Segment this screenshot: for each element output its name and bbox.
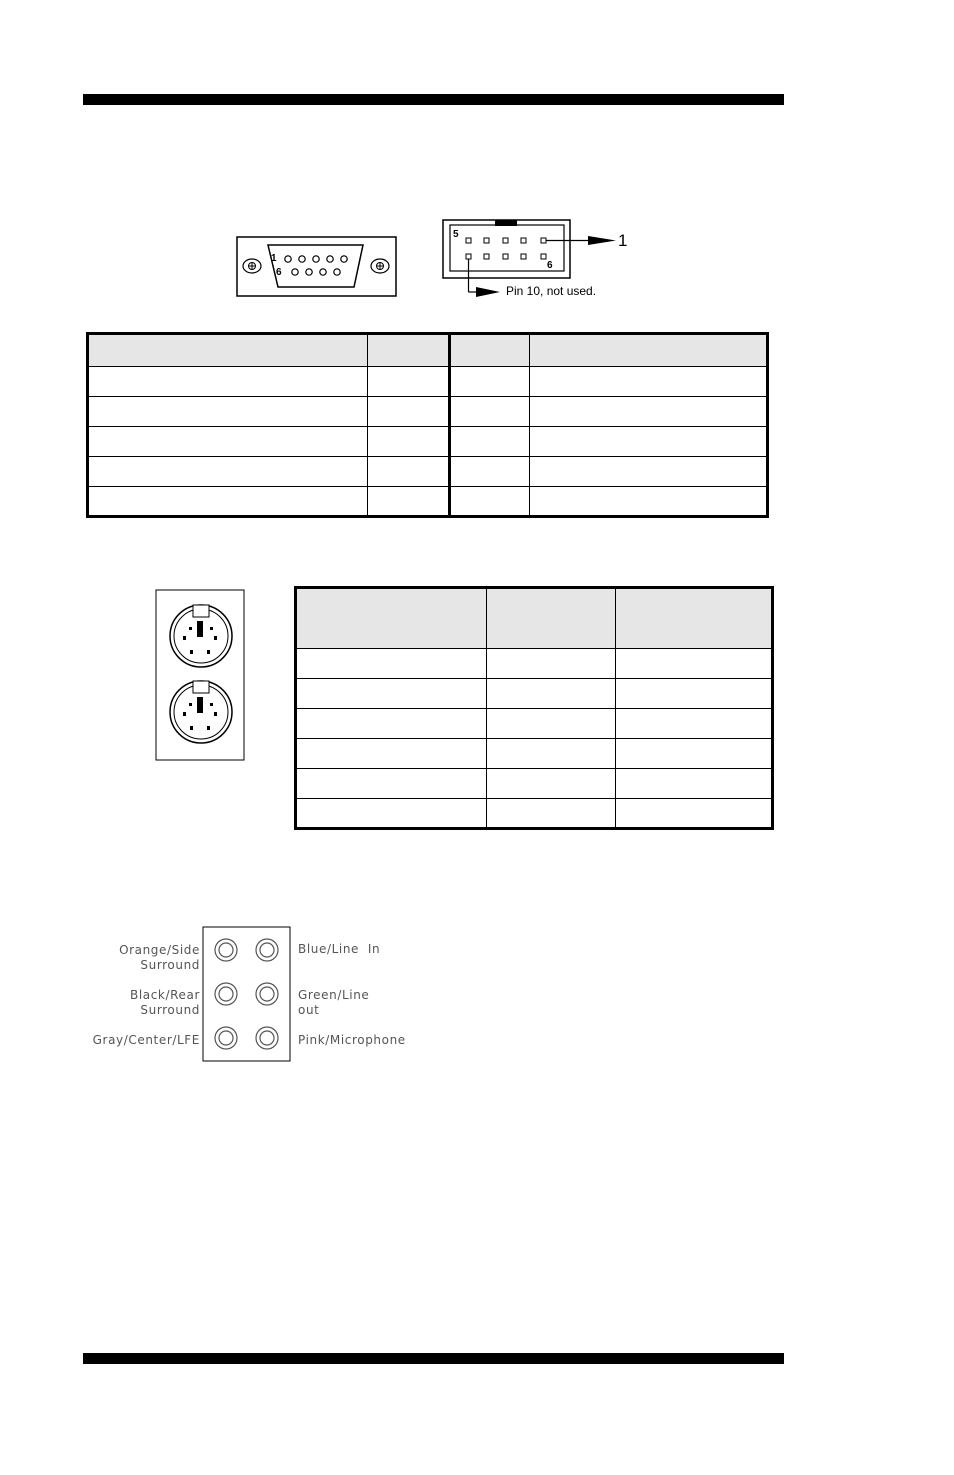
table-row — [296, 799, 773, 829]
pin10-note: Pin 10, not used. — [506, 284, 597, 298]
table-row — [88, 397, 768, 427]
table-row — [296, 649, 773, 679]
header-pin5-label: 5 — [453, 229, 459, 240]
ps2-port-bottom-icon — [170, 681, 232, 743]
top-rule — [83, 94, 784, 105]
ps2-connector-diagram — [155, 589, 247, 763]
jack-label-gray-center-lfe: Gray/Center/LFE — [92, 1033, 200, 1047]
jack-label-green-line-out: Green/Line out — [298, 988, 370, 1017]
table-row — [296, 739, 773, 769]
bottom-rule — [83, 1353, 784, 1364]
serial-header-diagram — [440, 216, 640, 300]
table-header-row — [296, 588, 773, 649]
jack-label-pink-microphone: Pink/Microphone — [298, 1033, 406, 1047]
table-row — [296, 769, 773, 799]
table-row — [296, 679, 773, 709]
db9-pin1-label: 1 — [271, 253, 277, 264]
header-pin1-label: 1 — [618, 231, 628, 250]
table-row — [88, 367, 768, 397]
ps2-port-top-icon — [170, 605, 232, 667]
table-header-row — [88, 334, 768, 367]
db9-connector-diagram — [236, 236, 398, 298]
table-row — [88, 487, 768, 517]
table-row — [296, 709, 773, 739]
serial-pin-table — [86, 332, 769, 518]
audio-jack-panel — [202, 926, 292, 1063]
jack-label-blue-line-in: Blue/Line In — [298, 942, 381, 956]
jack-label-orange-side-surround: Orange/Side Surround — [119, 943, 200, 972]
db9-pin6-label: 6 — [276, 267, 282, 278]
table-row — [88, 427, 768, 457]
header-pin6-label: 6 — [547, 260, 553, 271]
table-row — [88, 457, 768, 487]
ps2-pin-table — [294, 586, 774, 830]
jack-label-black-rear-surround: Black/Rear Surround — [130, 988, 200, 1017]
